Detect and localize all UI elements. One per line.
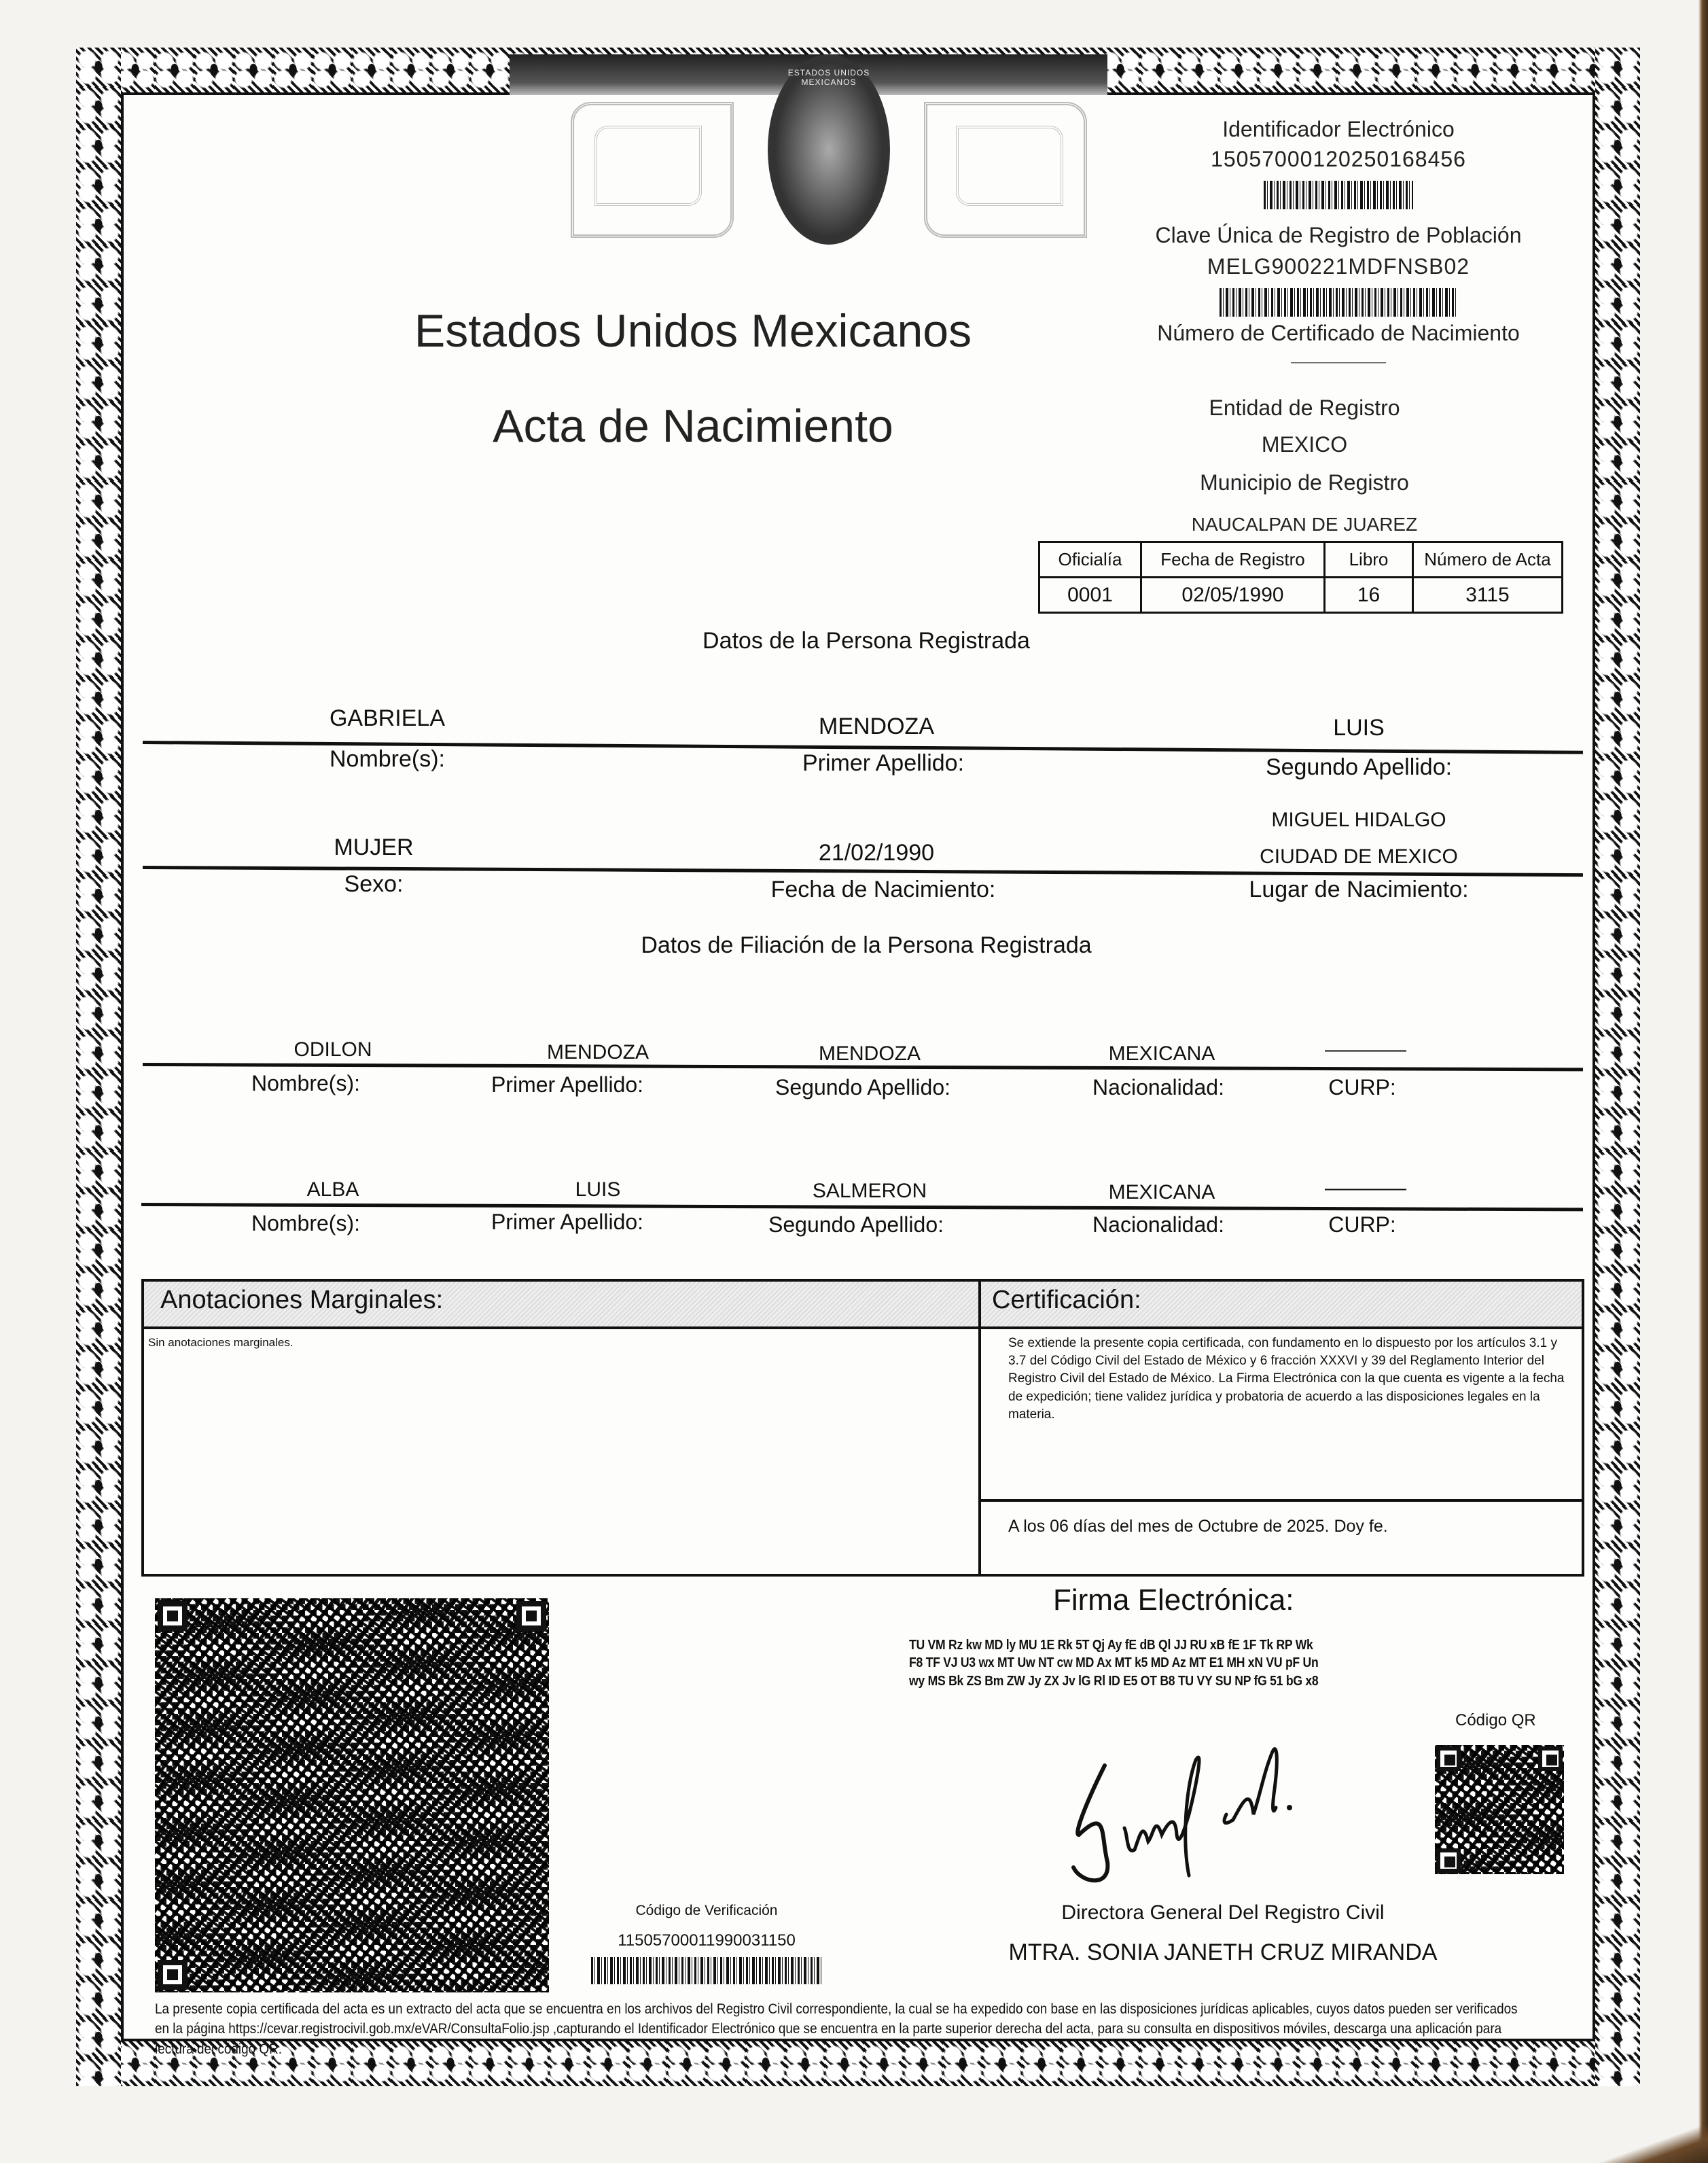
value-oficialia: 0001 [1039,578,1141,613]
entity-label: Entidad de Registro [1209,395,1400,420]
curp-value: MELG900221MDFNSB02 [1207,254,1470,279]
certification-title: Certificación: [981,1282,1582,1329]
parent2-primer-apellido-value: LUIS [575,1178,621,1201]
parent2-nacionalidad-value: MEXICANA [1108,1181,1215,1203]
lugar-nacimiento-label: Lugar de Nacimiento: [1249,877,1469,902]
firma-code-line: wy MS Bk ZS Bm ZW Jy ZX Jv lG Rl ID E5 OT B8 TU VY SU NP fG 51 bG x8 [909,1673,1319,1689]
eagle-emblem-icon [768,54,890,245]
certification-date: A los 06 días del mes de Octubre de 2025. Doy fe. [1008,1517,1388,1536]
signature-qr-code-icon [1435,1745,1564,1874]
firma-electronica-codes [909,1636,1318,1690]
registry-table-value-row [1039,578,1563,613]
qr-finder-icon [1436,1848,1461,1873]
verification-qr-code-icon [155,1598,549,1992]
border-right [1595,48,1640,2086]
lugar-nacimiento-value-line1: MIGUEL HIDALGO [1271,809,1446,831]
value-libro: 16 [1325,578,1413,613]
annotations-title: Anotaciones Marginales: [144,1282,978,1329]
parent1-segundo-apellido-label: Segundo Apellido: [775,1075,950,1100]
barcode-icon [1220,288,1457,317]
electronic-id-barcode [1101,181,1576,209]
parent2-curp-value: ———— [1325,1177,1406,1199]
parent2-primer-apellido-label: Primer Apellido: [491,1210,644,1234]
qr-finder-icon [1436,1746,1461,1771]
signer-name: MTRA. SONIA JANETH CRUZ MIRANDA [1008,1939,1438,1965]
certification-text: Se extiende la presente copia certificada, con fundamento en lo dispuesto por los artículos 3.1 y 3.7 del Código Civil del Estado de México y 6 fracción XXXVI y 39 del Reglamento Interior del Registro Civil del Estado de México. La Firma Electrónica con la que cuenta es vigente a la fecha de expedición; tiene validez jurídica y probatoria de acuerdo a las disposiciones legales en la materia. [1008,1336,1565,1422]
parent1-curp-label: CURP: [1328,1075,1396,1100]
fecha-nacimiento-value: 21/02/1990 [818,840,935,866]
birth-cert-number-label: Número de Certificado de Nacimiento [1157,321,1520,345]
nombre-value: GABRIELA [329,705,446,731]
sexo-label: Sexo: [344,871,404,897]
entity-value: MEXICO [1261,432,1348,457]
verification-code-label: Código de Verificación [635,1903,778,1918]
parent2-nacionalidad-label: Nacionalidad: [1092,1212,1224,1237]
parent2-segundo-apellido-value: SALMERON [812,1180,927,1202]
sexo-value: MUJER [334,834,414,860]
header-fecha-registro: Fecha de Registro [1141,542,1325,578]
fret-ornament-left-icon [571,102,734,238]
annotations-text: Sin anotaciones marginales. [148,1336,293,1349]
verification-code-value: 11505700011990031150 [618,1931,796,1950]
header-oficialia: Oficialía [1039,542,1141,578]
parent2-segundo-apellido-label: Segundo Apellido: [768,1212,944,1237]
curp-barcode [1101,288,1576,317]
parent1-nacionalidad-label: Nacionalidad: [1092,1075,1224,1100]
segundo-apellido-value: LUIS [1333,715,1385,741]
registry-table-header-row [1039,542,1563,578]
primer-apellido-label: Primer Apellido: [802,750,965,776]
certification-divider [981,1499,1582,1502]
parent1-nacionalidad-value: MEXICANA [1108,1042,1215,1065]
lugar-nacimiento-value-line2: CIUDAD DE MEXICO [1260,845,1458,868]
qr-finder-icon [158,1960,188,1990]
country-title: Estados Unidos Mexicanos [414,305,972,357]
coat-of-arms-seal [571,54,1087,258]
qr-finder-icon [1538,1746,1563,1771]
document-title: Acta de Nacimiento [493,400,893,452]
parent1-primer-apellido-label: Primer Apellido: [491,1072,644,1097]
qr-finder-icon [516,1601,546,1631]
signer-title: Directora General Del Registro Civil [1061,1901,1385,1924]
firma-code-line: F8 TF VJ U3 wx MT Uw NT cw MD Ax MT k5 MD Az MT E1 MH xN VU pF Un [909,1655,1319,1671]
fret-ornament-right-icon [924,102,1087,238]
verification-barcode-icon [591,1957,822,1984]
parent2-curp-label: CURP: [1328,1212,1396,1237]
segundo-apellido-label: Segundo Apellido: [1265,754,1453,780]
barcode-icon [1264,181,1413,209]
header-libro: Libro [1325,542,1413,578]
parent1-segundo-apellido-value: MENDOZA [819,1042,921,1065]
certification-box [978,1279,1584,1577]
electronic-id-label: Identificador Electrónico [1222,117,1455,141]
parent1-primer-apellido-value: MENDOZA [547,1041,649,1063]
parent1-nombre-label: Nombre(s): [251,1071,360,1095]
qr-code-label: Código QR [1455,1711,1536,1729]
firma-code-line: TU VM Rz kw MD ly MU 1E Rk 5T Qj Ay fE dB Ql JJ RU xB fE 1F Tk RP Wk [909,1638,1313,1653]
registry-table [1038,541,1563,614]
fecha-nacimiento-label: Fecha de Nacimiento: [770,877,996,902]
border-left [76,48,121,2086]
parent2-nombre-label: Nombre(s): [251,1211,360,1235]
curp-label: Clave Única de Registro de Población [1155,223,1522,247]
primer-apellido-value: MENDOZA [819,714,934,739]
birth-cert-number-value: ——————— [1291,355,1386,370]
electronic-id-value: 15057000120250168456 [1211,147,1466,171]
parent1-nombre-value: ODILON [293,1038,372,1061]
footer-legal-text: La presente copia certificada del acta es un extracto del acta que se encuentra en los archivos del Registro Civil correspondiente, la cual se ha expedido con base en las disposiciones jurídicas aplicables, cuyos datos pueden ser verificados en la página https://cevar.registrocivil.gob.mx/eVAR/ConsultaFolio.jsp ,capturando el Identificador Electrónico que se encuentra en la parte superior derecha del acta, para su consulta en dispositivos móviles, descarga una aplicación para lectura del código QR. [155,2001,1518,2057]
value-numero-acta: 3115 [1413,578,1563,613]
handwritten-signature-icon [1060,1733,1359,1896]
qr-finder-icon [158,1601,188,1631]
registered-person-section-title: Datos de la Persona Registrada [702,628,1030,654]
parent2-nombre-value: ALBA [306,1178,359,1201]
nombre-label: Nombre(s): [329,746,446,772]
municipality-label: Municipio de Registro [1200,470,1409,495]
annotations-box [141,1279,981,1577]
header-numero-acta: Número de Acta [1413,542,1563,578]
municipality-value: NAUCALPAN DE JUAREZ [1191,514,1418,535]
parent1-curp-value: ———— [1325,1038,1406,1061]
value-fecha-registro: 02/05/1990 [1141,578,1325,613]
filiation-section-title: Datos de Filiación de la Persona Registrada [641,932,1092,958]
firma-electronica-title: Firma Electrónica: [1053,1583,1294,1617]
